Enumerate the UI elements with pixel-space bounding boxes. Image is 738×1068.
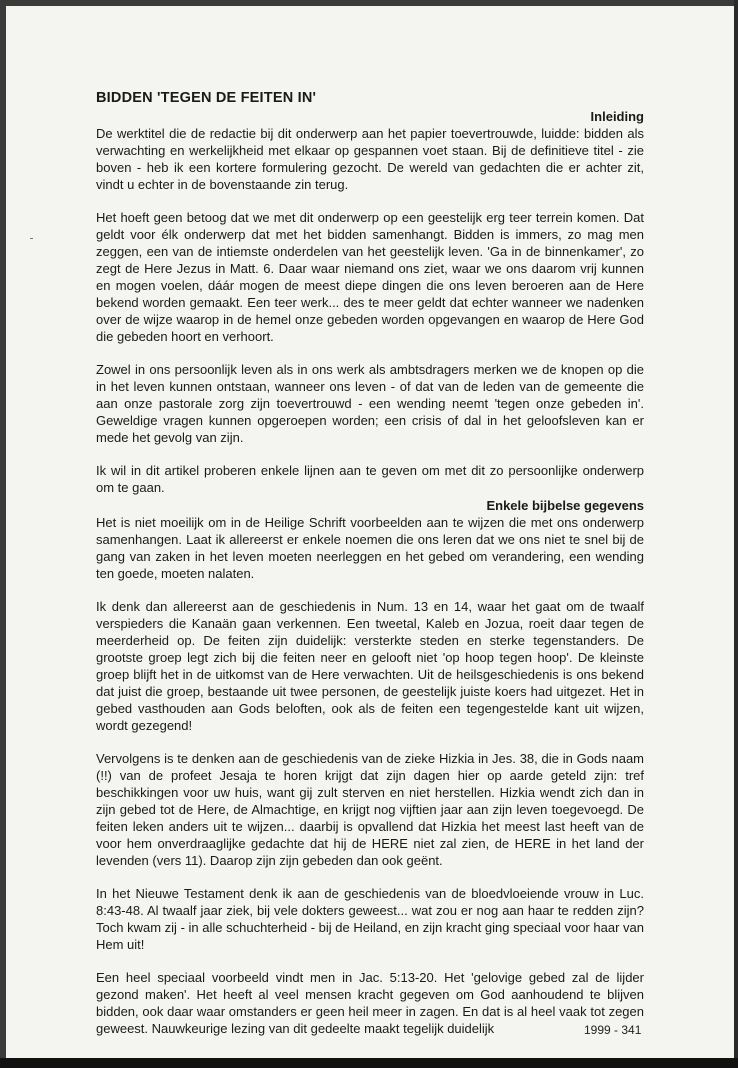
paragraph: De werktitel die de redactie bij dit onderwerp aan het papier toevertrouwde, luidde: bidden als verwachting en werkelijkheid met elkaar op gespannen voet staan. Bij de definitieve titel - zie boven - heb ik een kortere formulering gezocht. De wereld van gedachten die er achter zit, vindt u echter in de bovenstaande zin terug. — [96, 126, 644, 192]
article-body — [96, 90, 644, 1053]
paragraph: Het hoeft geen betoog dat we met dit onderwerp op een geestelijk erg teer terrein komen. Dat geldt voor élk onderwerp dat met het bidden samenhangt. Bidden is immers, zo mag men zeggen, een van de intiemste onderdelen van het geestelijk leven. 'Ga in de binnenkamer', zo zegt de Here Jezus in Matt. 6. Daar waar niemand ons ziet, waar we ons daarom vrij kunnen en mogen voelen, dáár mogen de meest diepe dingen die ons leven beroeren aan de Here bekend worden gemaakt. Een teer werk... des te meer geldt dat echter wanneer we nadenken over de wijze waarop in de hemel onze gebeden worden opgevangen en waarop de Here God die gebeden hoort en verhoort. — [96, 210, 644, 344]
article-title: BIDDEN 'TEGEN DE FEITEN IN' — [96, 90, 317, 106]
scan-right-edge — [734, 0, 738, 1068]
paragraph: Ik wil in dit artikel proberen enkele lijnen aan te geven om met dit zo persoonlijke onderwerp om te gaan. — [96, 463, 644, 495]
paragraph: Vervolgens is te denken aan de geschiedenis van de zieke Hizkia in Jes. 38, die in Gods naam (!!) van de profeet Jesaja te horen krijgt dat zijn dagen hier op aarde geteld zijn: tref beschikkingen voor uw huis, want gij zult sterven en niet herstellen. Hizkia wendt zich dan in zijn gebed tot de Here, de Almachtige, en krijgt nog vijftien jaar aan zijn leven toegevoegd. De feiten leken anders uit te wijzen... daarbij is opvallend dat Hizkia het meest last heeft van de voor hem onverdraaglijke gedachte dat hij de HERE niet zal zien, de HERE in het land der levenden (vers 11). Daarop zijn zijn gebeden dan ook geënt. — [96, 751, 644, 868]
section-heading-inleiding: Inleiding — [590, 109, 644, 124]
page-number: 1999 - 341 — [584, 1023, 642, 1037]
paragraph: Een heel speciaal voorbeeld vindt men in Jac. 5:13-20. Het 'gelovige gebed zal de lijder gezond maken'. Het heeft al veel mensen kracht gegeven om God aanhoudend te blijven bidden, ook daar waar omstanders er geen heil meer in zagen. En dat is al heel vaak tot zegen geweest. Nauwkeurige lezing van dit gedeelte maakt tegelijk duidelijk — [96, 970, 644, 1036]
margin-mark — [30, 238, 33, 239]
section-heading-bijbelse-gegevens: Enkele bijbelse gegevens — [486, 498, 644, 513]
document-page — [6, 6, 734, 1058]
paragraph: Zowel in ons persoonlijk leven als in ons werk als ambtsdragers merken we de knopen op die in het leven kunnen ontstaan, wanneer ons leven - of dat van de leden van de gemeente die aan onze pastorale zorg zijn toevertrouwd - een wending neemt 'tegen onze gebeden in'. Geweldige vragen kunnen opgeroepen worden; een crisis of dal in het geloofsleven kan er mede het gevolg van zijn. — [96, 362, 644, 445]
scan-bottom-edge — [0, 1058, 738, 1068]
paragraph: In het Nieuwe Testament denk ik aan de geschiedenis van de bloedvloeiende vrouw in Luc. 8:43-48. Al twaalf jaar ziek, bij vele dokters geweest... wat zou er nog aan haar te redden zijn? Toch kwam zij - in alle schuchterheid - bij de Heiland, en zijn kracht ging speciaal voor haar van Hem uit! — [96, 886, 644, 952]
paragraph: Ik denk dan allereerst aan de geschiedenis in Num. 13 en 14, waar het gaat om de twaalf verspieders die Kanaän gaan verkennen. Een tweetal, Kaleb en Jozua, roeit daar tegen de meerderheid op. De feiten zijn duidelijk: versterkte steden en sterke tegenstanders. De grootste groep legt zich bij die feiten neer en gelooft niet 'op hoop tegen hoop'. De kleinste groep blijft het in de uitkomst van de Here verwachten. Uit de heilsgeschiedenis is ons bekend dat juist die groep, bestaande uit twee personen, de geestelijk juiste koers had uitgezet. Het in gebed vasthouden aan Gods beloften, ook als de feiten een tegengestelde kant uit wijzen, wordt gezegend! — [96, 599, 644, 733]
paragraph: Het is niet moeilijk om in de Heilige Schrift voorbeelden aan te wijzen die met ons onderwerp samenhangen. Laat ik allereerst er enkele noemen die ons leren dat we ons niet te snel bij de gang van zaken in het leven moeten neerleggen en het gebed om verandering, een wending ten goede, moeten nalaten. — [96, 515, 644, 581]
